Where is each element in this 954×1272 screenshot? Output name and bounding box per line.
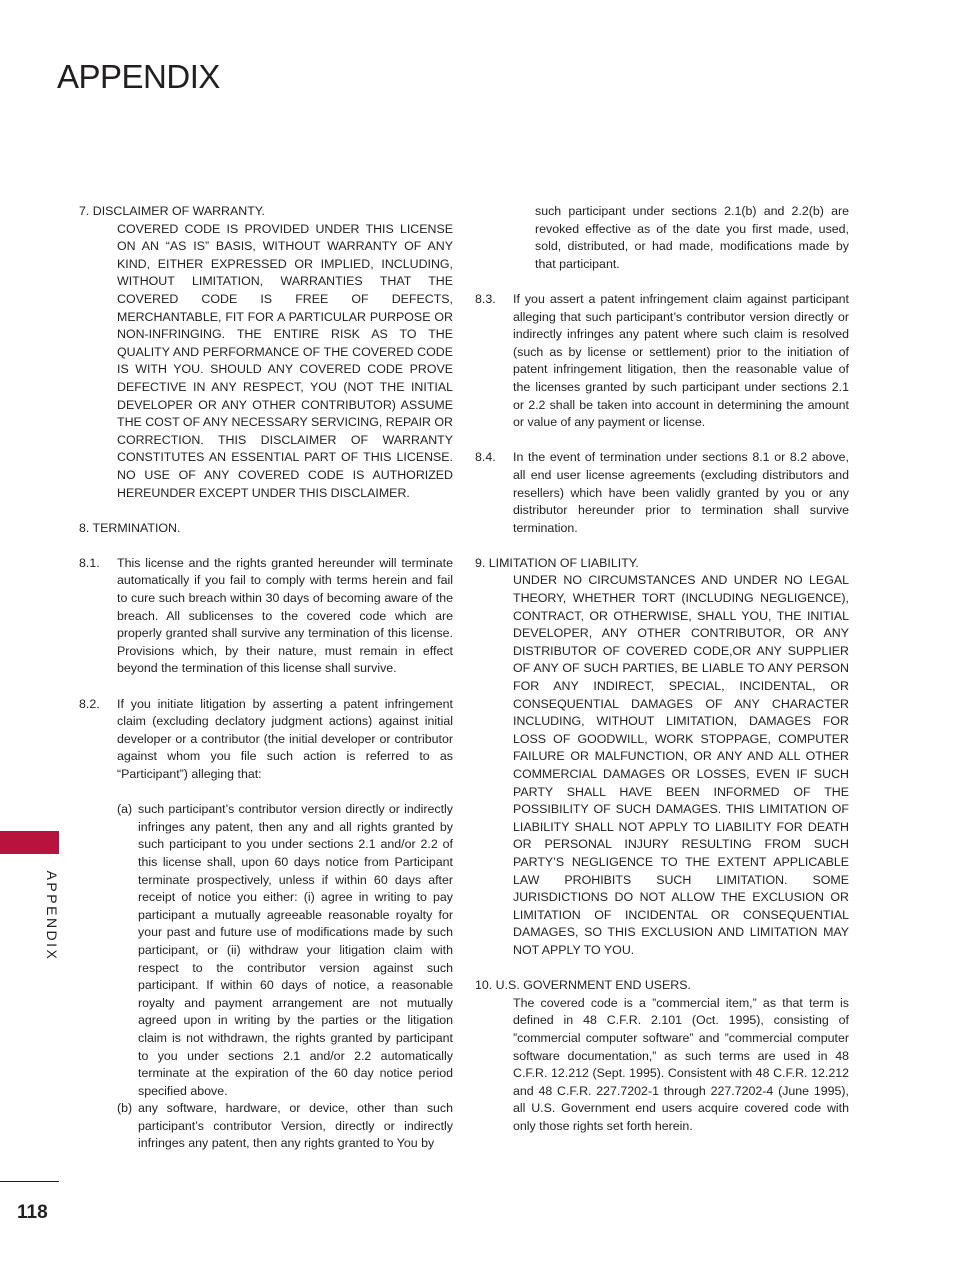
section-10-body: The covered code is a ”commercial item,” as that term is defined in 48 C.F.R. 2.101 (Oct. 1995), consisting of ”commercial computer software” and ”commercial computer software documentation,” as such terms are used in 48 C.F.R. 12.212 (Sept. 1995). Consistent with 48 C.F.R. 12.212 and 48 C.F.R. 227.7202-1 through 227.7202-4 (June 1995), all U.S. Government end users acquire covered code with only those rights set forth herein. [513,995,849,1133]
clause-text: If you assert a patent infringement claim against participant alleging that such participant’s contributor version directly or indirectly infringes any patent where such claim is resolved (such as by license or settlement) prior to the initiation of patent infringement litigation, then the reasonable value of the licenses granted by such participant under sections 2.1 or 2.2 shall be taken into account in determining the amount or value of any payment or license. [513,291,849,430]
clause-8-4 [475,449,849,537]
clause-text: If you initiate litigation by asserting a patent infringement claim (excluding declatory judgment actions) against initial developer or a contributor (the initial developer or contributor against whom you file such action is referred to as “Participant”) alleging that: [117,696,453,781]
section-9-heading: 9. LIMITATION OF LIABILITY. [475,555,639,570]
clause-text: In the event of termination under sections 8.1 or 8.2 above, all end user license agreements (excluding distributors and resellers) which have been validly granted by you or any distributor hereunder prior to termination shall survive termination. [513,450,849,535]
clause-number: 8.2. [79,696,100,711]
clause-8-3 [475,291,849,432]
section-8-heading: 8. TERMINATION. [79,520,181,535]
section-7-heading: 7. DISCLAIMER OF WARRANTY. [79,204,265,218]
clause-text: This license and the rights granted hereunder will terminate automatically if you fail to comply with terms herein and fail to cure such breach within 30 days of becoming aware of the breach. All sublicenses to the covered code which are properly granted shall survive any termination of this license. Provisions which, by their nature, must remain in effect beyond the termination of this license shall survive. [117,555,453,676]
footer-divider [0,1181,59,1182]
subclause-label: (a) [117,802,133,817]
right-column [475,203,849,1135]
section-10-heading: 10. U.S. GOVERNMENT END USERS. [475,978,691,993]
clause-number: 8.4. [475,450,496,465]
clause-number: 8.3. [475,291,496,306]
section-9-body: UNDER NO CIRCUMSTANCES AND UNDER NO LEGAL THEORY, WHETHER TORT (INCLUDING NEGLIGENCE), CONTRACT, OR OTHERWISE, SHALL YOU, THE INITIAL DEVELOPER, ANY OTHER CONTRIBUTOR, OR ANY DISTRIBUTOR OF COVERED CODE,OR ANY SUPPLIER OF ANY OF SUCH PARTIES, BE LIABLE TO ANY PERSON FOR ANY INDIRECT, SPECIAL, INCIDENTAL, OR CONSEQUENTIAL DAMAGES OF ANY CHARACTER INCLUDING, WITHOUT LIMITATION, DAMAGES FOR LOSS OF GOODWILL, WORK STOPPAGE, COMPUTER FAILURE OR MALFUNCTION, OR ANY AND ALL OTHER COMMERCIAL DAMAGES OR LOSSES, EVEN IF SUCH PARTY SHALL HAVE BEEN INFORMED OF THE POSSIBILITY OF SUCH DAMAGES. THIS LIMITATION OF LIABILITY SHALL NOT APPLY TO LIABILITY FOR DEATH OR PERSONAL INJURY RESULTING FROM SUCH PARTY’S NEGLIGENCE TO THE EXTENT APPLICABLE LAW PROHIBITS SUCH LIMITATION. SOME JURISDICTIONS DO NOT ALLOW THE EXCLUSION OR LIMITATION OF INCIDENTAL OR CONSEQUENTIAL DAMAGES, SO THIS EXCLUSION AND LIMITATION MAY NOT APPLY TO YOU. [513,573,849,957]
section-7-body: COVERED CODE IS PROVIDED UNDER THIS LICENSE ON AN “AS IS” BASIS, WITHOUT WARRANTY OF ANY KIND, EITHER EXPRESSED OR IMPLIED, INCLUDING, WITHOUT LIMITATION, WARRANTIES THAT THE COVERED CODE IS FREE OF DEFECTS, MERCHANTABLE, FIT FOR A PARTICULAR PURPOSE OR NON-INFRINGING. THE ENTIRE RISK AS TO THE QUALITY AND PERFORMANCE OF THE COVERED CODE IS WITH YOU. SHOULD ANY COVERED CODE PROVE DEFECTIVE IN ANY RESPECT, YOU (NOT THE INITIAL DEVELOPER OR ANY OTHER CONTRIBUTOR) ASSUME THE COST OF ANY NECESSARY SERVICING, REPAIR OR CORRECTION. THIS DISCLAIMER OF WARRANTY CONSTITUTES AN ESSENTIAL PART OF THIS LICENSE. NO USE OF ANY COVERED CODE IS AUTHORIZED HEREUNDER EXCEPT UNDER THIS DISCLAIMER. [117,221,454,500]
page-title: APPENDIX [57,58,220,95]
section-tab-marker [0,831,59,854]
subclause-label: (b) [117,1101,133,1116]
clause-8-2 [79,696,453,784]
clause-8-1 [79,555,453,678]
clause-number: 8.1. [79,555,100,570]
left-column [79,203,453,1153]
clause-8-2-a [79,801,453,1100]
clause-8-2-b-continued: such participant under sections 2.1(b) and 2.2(b) are revoked effective as of the date you first made, used, sold, distributed, or had made, modifications made by that participant. [535,204,849,271]
clause-8-2-b [79,1100,453,1153]
subclause-text: such participant’s contributor version directly or indirectly infringes any patent, then any and all rights granted by such participant to you under sections 2.1 and/or 2.2 of this license shall, upon 60 days notice from Participant terminate prospectively, unless if within 60 days after receipt of notice you either: (i) agree in writing to pay participant a mutually agreeable reasonable royalty for your past and future use of modifications made by such participant, or (ii) withdraw your litigation claim with respect to the contributor version against such participant. If within 60 days of notice, a reasonable royalty and payment arrangement are not mutually agreed upon in writing by the parties or the litigation claim is not withdrawn, the rights granted by participant to you under sections 2.1 and/or 2.2 automatically terminate at the expiration of the 60 day notice period specified above. [138,802,453,1098]
side-section-label: APPENDIX [44,870,60,962]
page-number: 118 [17,1202,48,1223]
subclause-text: any software, hardware, or device, other than such participant’s contributor Version, directly or indirectly infringes any patent, then any rights granted to You by [138,1101,453,1151]
